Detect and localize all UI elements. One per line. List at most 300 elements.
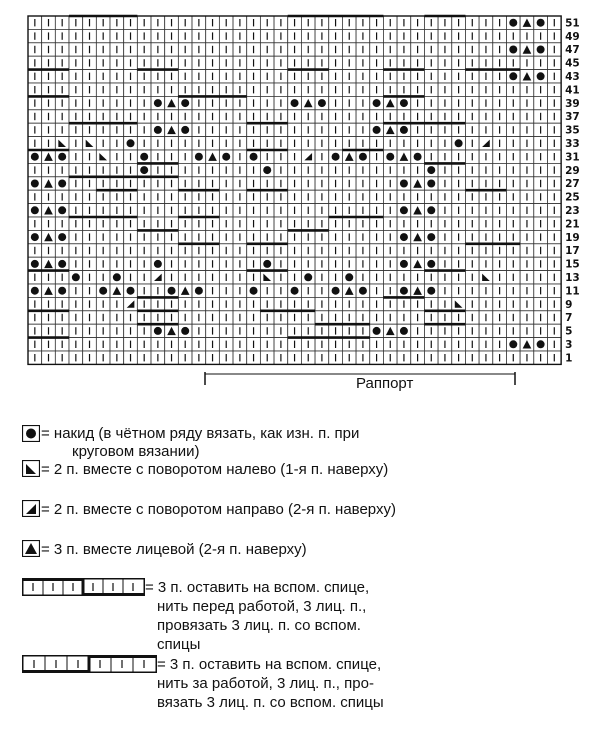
chart-cell (465, 163, 479, 176)
chart-cell (397, 217, 411, 230)
chart-cell (479, 56, 493, 69)
chart-cell (83, 163, 97, 176)
chart-cell (534, 324, 548, 337)
chart-cell (452, 123, 466, 136)
chart-cell (192, 70, 206, 83)
chart-cell (438, 244, 452, 257)
chart-cell (178, 244, 192, 257)
chart-cell (178, 338, 192, 351)
chart-cell (96, 204, 110, 217)
chart-cell (151, 96, 165, 109)
chart-cell (83, 297, 97, 310)
chart-cell (438, 163, 452, 176)
chart-cell (493, 244, 507, 257)
chart-cell (329, 70, 343, 83)
chart-cell (356, 150, 370, 163)
chart-cell (247, 244, 261, 257)
chart-cell (479, 217, 493, 230)
chart-cell (124, 230, 138, 243)
chart-cell (124, 190, 138, 203)
chart-cell (165, 324, 179, 337)
chart-cell (260, 217, 274, 230)
chart-cell (42, 257, 56, 270)
chart-cell (83, 16, 97, 29)
chart-cell (356, 324, 370, 337)
chart-cell (520, 204, 534, 217)
chart-cell (42, 110, 56, 123)
chart-cell (370, 338, 384, 351)
chart-cell (219, 16, 233, 29)
chart-cell (28, 338, 42, 351)
chart-cell (219, 123, 233, 136)
chart-cell (274, 217, 288, 230)
chart-cell (315, 351, 329, 364)
chart-cell (547, 297, 561, 310)
chart-cell (274, 177, 288, 190)
chart-cell (165, 16, 179, 29)
chart-cell (301, 230, 315, 243)
chart-cell (110, 56, 124, 69)
chart-cell (452, 163, 466, 176)
chart-cell (165, 137, 179, 150)
chart-cell (342, 177, 356, 190)
chart-cell (206, 163, 220, 176)
chart-cell (260, 163, 274, 176)
chart-cell (547, 150, 561, 163)
chart-cell (219, 163, 233, 176)
chart-cell (83, 110, 97, 123)
chart-cell (288, 204, 302, 217)
chart-cell (178, 83, 192, 96)
chart-cell (534, 204, 548, 217)
chart-cell (110, 271, 124, 284)
chart-cell (438, 284, 452, 297)
chart-cell (151, 338, 165, 351)
chart-cell (329, 163, 343, 176)
chart-cell (151, 70, 165, 83)
chart-cell (520, 43, 534, 56)
chart-cell (547, 351, 561, 364)
chart-cell (465, 190, 479, 203)
chart-cell (110, 110, 124, 123)
chart-cell (465, 29, 479, 42)
chart-cell (151, 297, 165, 310)
chart-cell (124, 257, 138, 270)
chart-cell (493, 284, 507, 297)
chart-cell (397, 257, 411, 270)
chart-cell (219, 324, 233, 337)
chart-cell (124, 284, 138, 297)
chart-cell (260, 204, 274, 217)
chart-cell (534, 96, 548, 109)
chart-cell (124, 177, 138, 190)
chart-cell (534, 311, 548, 324)
chart-cell (479, 163, 493, 176)
chart-cell (83, 217, 97, 230)
chart-cell (42, 230, 56, 243)
chart-cell (342, 150, 356, 163)
chart-cell (151, 163, 165, 176)
chart-cell (96, 324, 110, 337)
k2tog-left-icon (22, 460, 40, 477)
chart-cell (438, 190, 452, 203)
chart-cell (493, 351, 507, 364)
chart-cell (42, 43, 56, 56)
chart-cell (342, 311, 356, 324)
chart-cell (206, 150, 220, 163)
chart-cell (110, 338, 124, 351)
chart-cell (342, 338, 356, 351)
chart-cell (506, 96, 520, 109)
chart-cell (28, 43, 42, 56)
chart-cell (42, 96, 56, 109)
chart-cell (96, 230, 110, 243)
chart-cell (28, 230, 42, 243)
chart-cell (438, 16, 452, 29)
chart-cell (55, 70, 69, 83)
chart-cell (96, 123, 110, 136)
chart-cell (547, 137, 561, 150)
chart-cell (233, 96, 247, 109)
chart-cell (424, 324, 438, 337)
chart-cell (301, 190, 315, 203)
chart-cell (383, 110, 397, 123)
chart-cell (83, 284, 97, 297)
chart-cell (411, 110, 425, 123)
chart-cell (397, 177, 411, 190)
chart-cell (69, 230, 83, 243)
chart-cell (165, 284, 179, 297)
chart-cell (383, 83, 397, 96)
chart-cell (83, 257, 97, 270)
chart-cell (452, 43, 466, 56)
chart-cell (342, 271, 356, 284)
chart-cell (192, 56, 206, 69)
chart-cell (397, 150, 411, 163)
chart-cell (206, 83, 220, 96)
chart-cell (233, 190, 247, 203)
chart-cell (370, 284, 384, 297)
chart-cell (356, 123, 370, 136)
chart-cell (192, 110, 206, 123)
chart-cell (151, 43, 165, 56)
chart-cell (151, 150, 165, 163)
chart-cell (69, 123, 83, 136)
chart-cell (233, 257, 247, 270)
chart-cell (28, 217, 42, 230)
chart-cell (465, 177, 479, 190)
chart-cell (96, 70, 110, 83)
chart-cell (452, 204, 466, 217)
chart-cell (110, 311, 124, 324)
chart-cell (479, 311, 493, 324)
chart-cell (288, 284, 302, 297)
chart-cell (520, 70, 534, 83)
chart-cell (247, 96, 261, 109)
chart-cell (206, 110, 220, 123)
chart-cell (493, 324, 507, 337)
chart-cell (452, 56, 466, 69)
chart-cell (301, 257, 315, 270)
chart-cell (42, 123, 56, 136)
chart-cell (547, 16, 561, 29)
chart-cell (452, 271, 466, 284)
chart-cell (124, 338, 138, 351)
chart-cell (301, 297, 315, 310)
chart-cell (28, 16, 42, 29)
chart-cell (288, 297, 302, 310)
chart-cell (438, 96, 452, 109)
chart-cell (479, 96, 493, 109)
chart-cell (219, 83, 233, 96)
chart-cell (206, 29, 220, 42)
chart-cell (233, 123, 247, 136)
chart-cell (370, 204, 384, 217)
legend-cable-back-line2: нить за работой, 3 лиц. п., про- (157, 675, 374, 692)
chart-cell (424, 230, 438, 243)
chart-cell (28, 163, 42, 176)
chart-cell (411, 70, 425, 83)
chart-cell (192, 29, 206, 42)
chart-cell (206, 324, 220, 337)
chart-cell (178, 163, 192, 176)
chart-cell (96, 16, 110, 29)
chart-cell (110, 190, 124, 203)
chart-cell (479, 177, 493, 190)
chart-cell (42, 217, 56, 230)
chart-cell (547, 244, 561, 257)
chart-cell (137, 244, 151, 257)
chart-cell (124, 271, 138, 284)
chart-cell (192, 271, 206, 284)
chart-cell (356, 284, 370, 297)
chart-cell (28, 297, 42, 310)
chart-cell (206, 284, 220, 297)
chart-cell (137, 96, 151, 109)
chart-cell (219, 271, 233, 284)
chart-cell (219, 43, 233, 56)
chart-cell (247, 338, 261, 351)
chart-cell (411, 204, 425, 217)
chart-cell (124, 70, 138, 83)
chart-cell (301, 29, 315, 42)
chart-cell (452, 257, 466, 270)
chart-cell (534, 230, 548, 243)
chart-cell (69, 217, 83, 230)
chart-cell (479, 351, 493, 364)
row-number: 11 (565, 285, 580, 298)
chart-cell (520, 190, 534, 203)
chart-cell (465, 351, 479, 364)
chart-cell (110, 217, 124, 230)
chart-cell (137, 190, 151, 203)
chart-cell (493, 177, 507, 190)
chart-cell (247, 177, 261, 190)
chart-cell (124, 297, 138, 310)
chart-cell (383, 324, 397, 337)
chart-cell (55, 16, 69, 29)
chart-cell (520, 83, 534, 96)
chart-cell (424, 311, 438, 324)
chart-cell (411, 284, 425, 297)
chart-cell (124, 244, 138, 257)
chart-cell (165, 217, 179, 230)
chart-cell (370, 351, 384, 364)
chart-cell (69, 29, 83, 42)
chart-cell (83, 70, 97, 83)
chart-cell (520, 244, 534, 257)
chart-cell (506, 204, 520, 217)
chart-cell (465, 284, 479, 297)
chart-cell (465, 244, 479, 257)
chart-cell (520, 351, 534, 364)
chart-cell (506, 217, 520, 230)
chart-cell (383, 297, 397, 310)
chart-cell (493, 190, 507, 203)
chart-cell (547, 230, 561, 243)
chart-cell (329, 123, 343, 136)
chart-cell (151, 16, 165, 29)
chart-cell (424, 123, 438, 136)
chart-cell (192, 297, 206, 310)
chart-cell (219, 56, 233, 69)
chart-cell (165, 257, 179, 270)
chart-cell (55, 297, 69, 310)
chart-cell (96, 177, 110, 190)
chart-cell (42, 29, 56, 42)
chart-cell (247, 297, 261, 310)
chart-cell (547, 123, 561, 136)
chart-cell (137, 351, 151, 364)
chart-cell (493, 83, 507, 96)
chart-cell (301, 351, 315, 364)
chart-cell (151, 284, 165, 297)
chart-cell (124, 311, 138, 324)
chart-cell (383, 43, 397, 56)
chart-cell (424, 351, 438, 364)
chart-cell (260, 29, 274, 42)
chart-cell (42, 284, 56, 297)
chart-cell (151, 123, 165, 136)
chart-cell (342, 284, 356, 297)
chart-cell (96, 244, 110, 257)
chart-cell (247, 123, 261, 136)
chart-cell (534, 123, 548, 136)
chart-cell (438, 271, 452, 284)
chart-cell (397, 244, 411, 257)
row-number: 29 (565, 164, 580, 177)
chart-cell (55, 338, 69, 351)
chart-cell (411, 123, 425, 136)
chart-cell (110, 16, 124, 29)
chart-cell (506, 56, 520, 69)
chart-cell (165, 351, 179, 364)
chart-cell (219, 230, 233, 243)
chart-cell (329, 244, 343, 257)
chart-cell (274, 204, 288, 217)
chart-cell (315, 70, 329, 83)
chart-cell (96, 351, 110, 364)
chart-cell (506, 163, 520, 176)
chart-cell (219, 177, 233, 190)
chart-cell (83, 43, 97, 56)
chart-cell (493, 338, 507, 351)
chart-cell (547, 338, 561, 351)
chart-cell (206, 297, 220, 310)
chart-cell (397, 163, 411, 176)
chart-cell (83, 244, 97, 257)
chart-cell (260, 96, 274, 109)
chart-cell (301, 137, 315, 150)
chart-cell (301, 338, 315, 351)
chart-cell (301, 217, 315, 230)
chart-cell (192, 137, 206, 150)
chart-cell (69, 96, 83, 109)
chart-cell (452, 177, 466, 190)
chart-cell (260, 351, 274, 364)
chart-cell (247, 204, 261, 217)
chart-cell (83, 123, 97, 136)
chart-cell (110, 43, 124, 56)
chart-cell (397, 338, 411, 351)
chart-cell (83, 137, 97, 150)
legend-yo-line1: = накид (в чётном ряду вязать, как изн. п. при (41, 425, 360, 442)
chart-cell (55, 163, 69, 176)
chart-cell (479, 70, 493, 83)
chart-cell (547, 324, 561, 337)
chart-cell (506, 244, 520, 257)
chart-cell (219, 110, 233, 123)
chart-cell (506, 297, 520, 310)
legend-cable-front-line3: провязать 3 лиц. п. со вспом. (157, 617, 361, 634)
chart-cell (356, 83, 370, 96)
chart-cell (397, 204, 411, 217)
row-number: 13 (565, 272, 580, 284)
chart-cell (315, 284, 329, 297)
chart-cell (356, 217, 370, 230)
chart-cell (520, 123, 534, 136)
chart-cell (110, 137, 124, 150)
chart-cell (329, 56, 343, 69)
chart-cell (370, 70, 384, 83)
chart-cell (288, 271, 302, 284)
chart-cell (315, 271, 329, 284)
chart-cell (315, 324, 329, 337)
chart-cell (28, 190, 42, 203)
chart-cell (274, 16, 288, 29)
chart-cell (83, 177, 97, 190)
chart-cell (219, 351, 233, 364)
chart-cell (110, 96, 124, 109)
chart-cell (137, 297, 151, 310)
chart-cell (137, 204, 151, 217)
row-number: 5 (565, 325, 573, 338)
chart-cell (479, 297, 493, 310)
chart-cell (192, 204, 206, 217)
chart-cell (124, 150, 138, 163)
chart-cell (42, 244, 56, 257)
chart-cell (288, 311, 302, 324)
chart-cell (165, 230, 179, 243)
chart-cell (178, 217, 192, 230)
k2tog-right-icon (22, 500, 40, 517)
chart-cell (69, 271, 83, 284)
chart-cell (329, 230, 343, 243)
chart-cell (397, 324, 411, 337)
chart-cell (424, 217, 438, 230)
chart-cell (301, 150, 315, 163)
chart-cell (438, 43, 452, 56)
